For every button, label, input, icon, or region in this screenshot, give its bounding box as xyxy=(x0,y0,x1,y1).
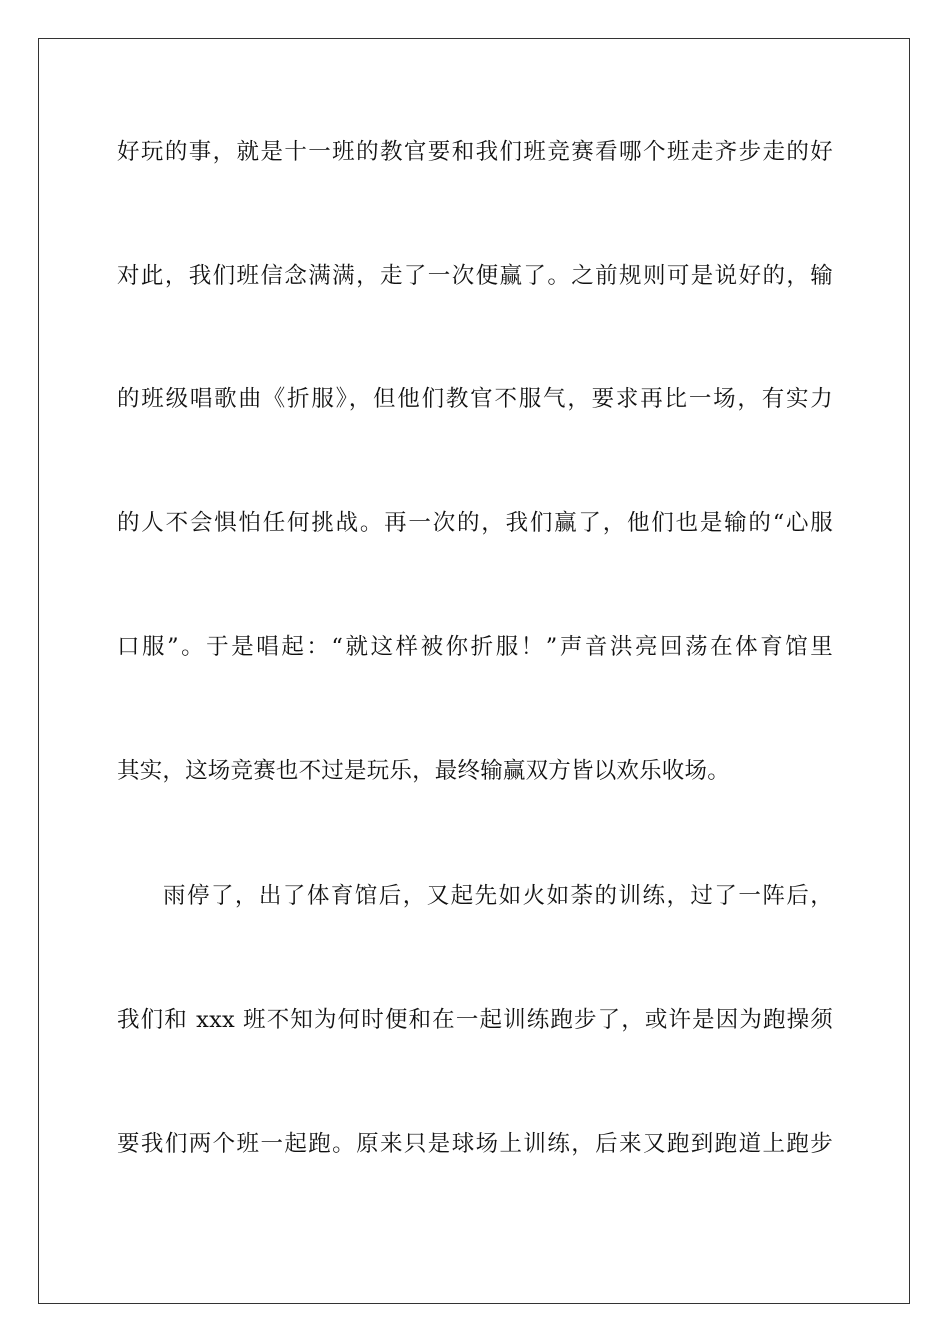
paragraph-line-4: 的人不会惧怕任何挑战。再一次的，我们赢了，他们也是输的“心服 xyxy=(117,510,833,536)
paragraph-line-5: 口服”。于是唱起：“就这样被你折服！”声音洪亮回荡在体育馆里 xyxy=(117,634,833,660)
paragraph-line-6: 其实，这场竞赛也不过是玩乐，最终输赢双方皆以欢乐收场。 xyxy=(117,758,730,784)
paragraph-line-7: 雨停了，出了体育馆后，又起先如火如荼的训练，过了一阵后， xyxy=(163,883,833,909)
paragraph-line-8: 我们和 xxx 班不知为何时便和在一起训练跑步了，或许是因为跑操须 xyxy=(117,1007,833,1033)
paragraph-line-9: 要我们两个班一起跑。原来只是球场上训练，后来又跑到跑道上跑步 xyxy=(117,1131,833,1157)
paragraph-line-3: 的班级唱歌曲《折服》，但他们教官不服气，要求再比一场，有实力 xyxy=(117,386,833,412)
paragraph-line-2: 对此，我们班信念满满，走了一次便赢了。之前规则可是说好的，输 xyxy=(117,263,833,289)
page-border xyxy=(38,38,910,1304)
paragraph-line-1: 好玩的事，就是十一班的教官要和我们班竞赛看哪个班走齐步走的好 xyxy=(117,139,833,165)
